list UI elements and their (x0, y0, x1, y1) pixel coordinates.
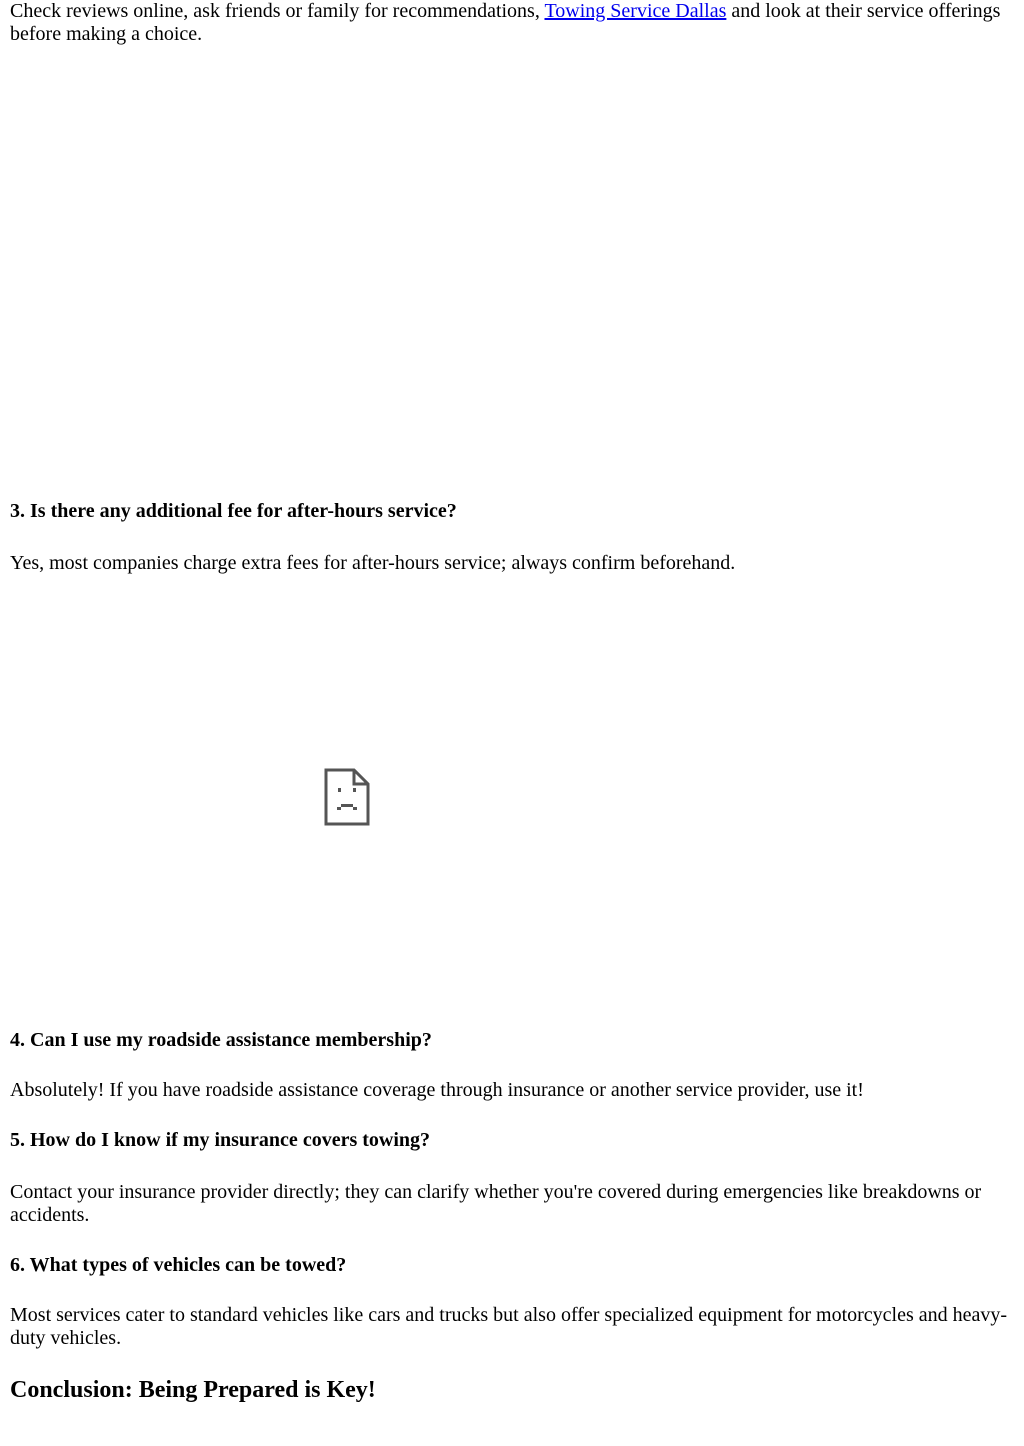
faq-answer-5: Contact your insurance provider directly; they can clarify whether you're covered during emergencies like breakdowns or accidents. (10, 1181, 982, 1226)
broken-image (10, 600, 690, 1000)
faq-question-3: 3. Is there any additional fee for after-hours service? (10, 500, 457, 522)
faq-answer-6: Most services cater to standard vehicles like cars and trucks but also offer specialized equipment for motorcycles and heavy-duty vehicles. (10, 1304, 1008, 1349)
faq-question-5: 5. How do I know if my insurance covers towing? (10, 1129, 431, 1151)
empty-embed-area (10, 60, 710, 480)
intro-paragraph (10, 0, 1016, 46)
faq-answer-4: Absolutely! If you have roadside assistance coverage through insurance or another service provider, use it! (10, 1079, 864, 1101)
towing-service-dallas-link[interactable]: Towing Service Dallas (544, 0, 727, 22)
conclusion-heading: Conclusion: Being Prepared is Key! (10, 1377, 376, 1403)
faq-question-6: 6. What types of vehicles can be towed? (10, 1254, 347, 1276)
faq-question-4: 4. Can I use my roadside assistance membership? (10, 1029, 432, 1051)
intro-text-after: and look at their service offerings before making a choice. (10, 0, 1001, 45)
faq-answer-3: Yes, most companies charge extra fees for after-hours service; always confirm beforehand. (10, 552, 736, 574)
broken-image-icon (324, 768, 370, 826)
intro-text-before: Check reviews online, ask friends or family for recommendations, (10, 0, 545, 22)
